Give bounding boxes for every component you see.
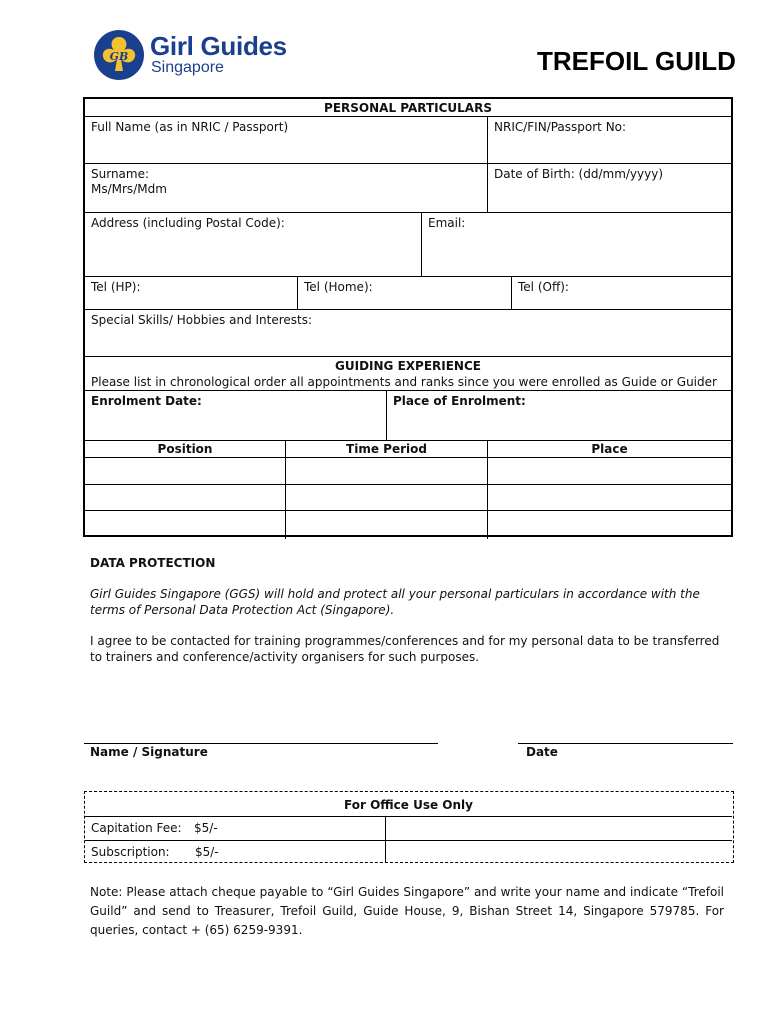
column-header-position: Position <box>157 442 213 456</box>
full-name-label: Full Name (as in NRIC / Passport) <box>91 120 289 134</box>
subscription-label: Subscription: <box>91 845 170 859</box>
email-label: Email: <box>428 216 466 230</box>
skills-field[interactable] <box>85 310 731 356</box>
skills-label: Special Skills/ Hobbies and Interests: <box>91 313 313 327</box>
consent-statement: I agree to be contacted for training programmes/conferences and for my personal data to be transferred to trainers and conference/activity organisers for such purposes. <box>90 634 720 664</box>
capitation-fee-value: $5/- <box>194 821 218 835</box>
guiding-instruction: Please list in chronological order all appointments and ranks since you were enrolled as Guide or Guider <box>91 375 717 389</box>
email-field[interactable] <box>422 213 731 276</box>
nric-field[interactable] <box>488 117 731 163</box>
place-of-enrolment-field[interactable] <box>387 391 731 440</box>
column-header-place: Place <box>591 442 628 456</box>
date-label: Date <box>526 745 558 759</box>
capitation-fee-label: Capitation Fee: <box>91 821 182 835</box>
table-row-1-position[interactable] <box>85 458 285 484</box>
table-row-3-place[interactable] <box>488 511 731 535</box>
column-header-time-period: Time Period <box>346 442 427 456</box>
name-signature-label: Name / Signature <box>90 745 208 759</box>
tel-home-label: Tel (Home): <box>304 280 373 294</box>
table-row-2-position[interactable] <box>85 485 285 510</box>
subscription-value: $5/- <box>195 845 219 859</box>
office-use-box <box>84 791 734 863</box>
surname-label: Surname: <box>91 167 150 181</box>
table-row-3-position[interactable] <box>85 511 285 535</box>
salutation-label: Ms/Mrs/Mdm <box>91 182 167 196</box>
tel-hp-field[interactable] <box>85 277 297 309</box>
surname-field[interactable] <box>85 164 487 212</box>
personal-particulars-heading: PERSONAL PARTICULARS <box>324 101 492 115</box>
page-title: TREFOIL GUILD <box>537 46 736 76</box>
table-row-3-time-period[interactable] <box>286 511 487 535</box>
tel-home-field[interactable] <box>298 277 511 309</box>
dob-label: Date of Birth: (dd/mm/yyyy) <box>494 167 664 181</box>
logo-subtitle: Singapore <box>151 59 224 76</box>
enrolment-date-label: Enrolment Date: <box>91 394 202 408</box>
office-use-heading: For Office Use Only <box>344 798 473 812</box>
data-protection-heading: DATA PROTECTION <box>90 556 216 570</box>
address-label: Address (including Postal Code): <box>91 216 285 230</box>
enrolment-date-field[interactable] <box>85 391 386 440</box>
table-row-1-time-period[interactable] <box>286 458 487 484</box>
logo-name: Girl Guides <box>150 31 287 61</box>
logo-monogram: GB <box>109 50 129 63</box>
tel-off-label: Tel (Off): <box>518 280 569 294</box>
place-of-enrolment-label: Place of Enrolment: <box>393 394 526 408</box>
capitation-fee-office-field[interactable] <box>386 817 732 840</box>
guiding-experience-heading: GUIDING EXPERIENCE <box>335 359 481 373</box>
table-row-2-place[interactable] <box>488 485 731 510</box>
table-row-1-place[interactable] <box>488 458 731 484</box>
tel-hp-label: Tel (HP): <box>91 280 141 294</box>
payment-note: Note: Please attach cheque payable to “Girl Guides Singapore” and write your name and indicate “Trefoil Guild” and send to Treasurer, Trefoil Guild, Guide House, 9, Bishan Street 14, Singapore 579785. For queries, contact + (65) 6259-9391. <box>90 885 724 937</box>
full-name-field[interactable] <box>85 117 487 163</box>
data-protection-statement: Girl Guides Singapore (GGS) will hold and protect all your personal particulars in accordance with the terms of Personal Data Protection Act (Singapore). <box>90 587 700 617</box>
tel-off-field[interactable] <box>512 277 731 309</box>
nric-label: NRIC/FIN/Passport No: <box>494 120 627 134</box>
particulars-form <box>83 97 733 537</box>
trefoil-logo-icon <box>92 27 148 83</box>
table-row-2-time-period[interactable] <box>286 485 487 510</box>
dob-field[interactable] <box>488 164 731 212</box>
subscription-office-field[interactable] <box>386 841 732 862</box>
address-field[interactable] <box>85 213 421 276</box>
divider <box>85 356 731 357</box>
